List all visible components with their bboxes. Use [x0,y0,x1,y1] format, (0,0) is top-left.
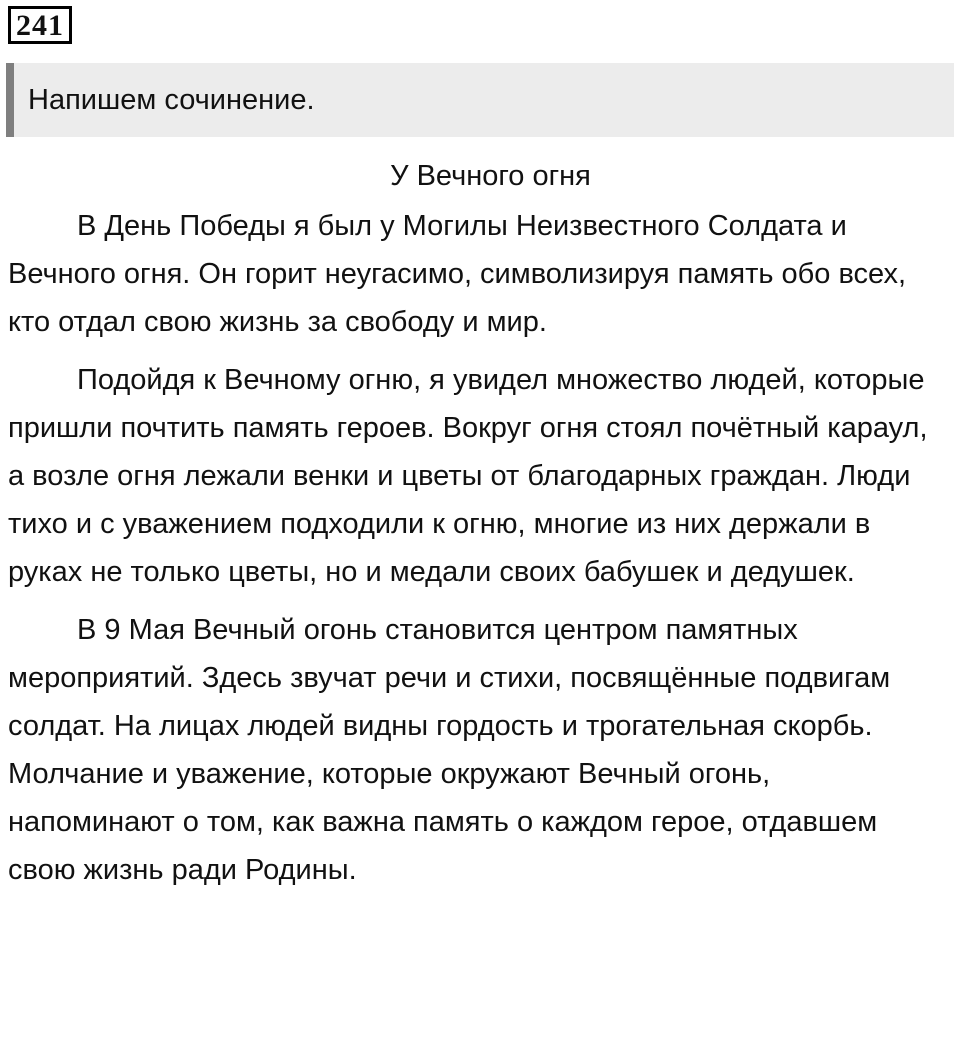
essay-title: У Вечного огня [390,160,591,192]
essay [8,152,943,904]
essay-paragraph-1: В День Победы я был у Могилы Неизвестного Солдата и Вечного огня. Он горит неугасимо, символизируя память обо всех, кто отдал свою жизнь за свободу и мир. [8,210,907,338]
task-instruction [6,63,954,137]
exercise-number: 241 [8,6,72,44]
essay-paragraph-3: В 9 Мая Вечный огонь становится центром памятных мероприятий. Здесь звучат речи и стихи, посвящённые подвигам солдат. На лицах людей видны гордость и трогательная скорбь. Молчание и уважение, которые окружают Вечный огонь, напоминают о том, как важна память о каждом герое, отдавшем свою жизнь ради Родины. [8,614,891,886]
essay-paragraph-2: Подойдя к Вечному огню, я увидел множество людей, которые пришли почтить память героев. Вокруг огня стоял почётный караул, а возле огня лежали венки и цветы от благодарных граждан. Люди тихо и с уважением подходили к огню, многие из них держали в руках не только цветы, но и медали своих бабушек и дедушек. [8,364,928,588]
task-text: Напишем сочинение. [28,84,315,116]
